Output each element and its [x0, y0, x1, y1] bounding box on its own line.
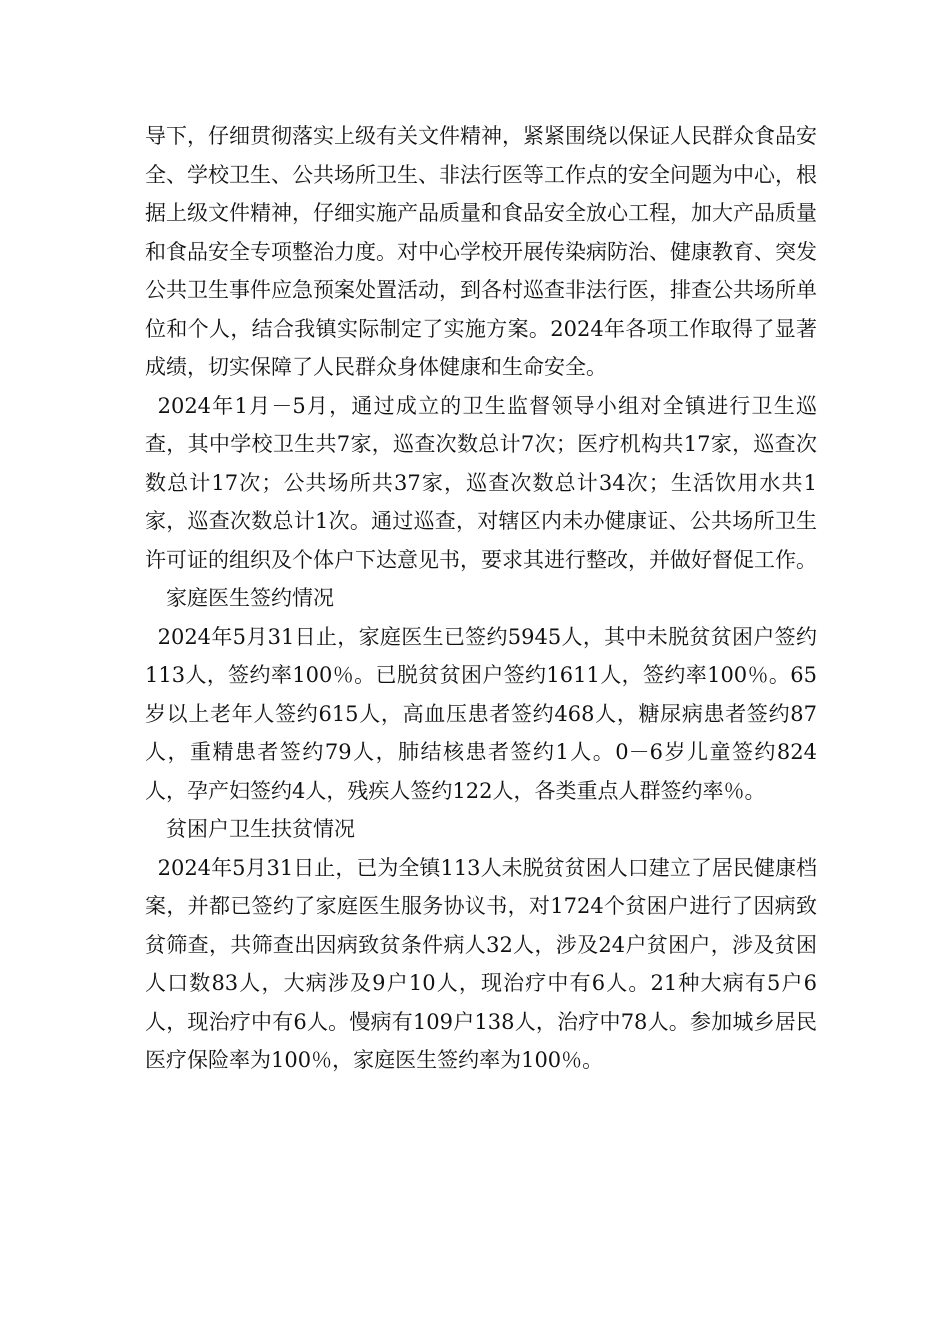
paragraph-intro-continued: 导下，仔细贯彻落实上级有关文件精神，紧紧围绕以保证人民群众食品安全、学校卫生、公共场所卫生、非法行医等工作点的安全问题为中心，根据上级文件精神，仔细实施产品质量和食品安全放心工程，加大产品质量和食品安全专项整治力度。对中心学校开展传染病防治、健康教育、突发公共卫生事件应急预案处置活动，到各村巡查非法行医，排查公共场所单位和个人，结合我镇实际制定了实施方案。2024年各项工作取得了显著成绩，切实保障了人民群众身体健康和生命安全。 [145, 124, 817, 379]
paragraph-poverty-health: 2024年5月31日止，已为全镇113人未脱贫贫困人口建立了居民健康档案，并都已签约了家庭医生服务协议书，对1724个贫困户进行了因病致贫筛查，共筛查出因病致贫条件病人32人，涉及24户贫困户，涉及贫困人口数83人，大病涉及9户10人，现治疗中有6人。21种大病有5户6人，现治疗中有6人。慢病有109户138人，治疗中78人。参加城乡居民医疗保险率为100％，家庭医生签约率为100％。 [145, 855, 817, 1072]
section-heading-family-doctor: 家庭医生签约情况 [166, 586, 334, 610]
paragraph-family-doctor: 2024年5月31日止，家庭医生已签约5945人，其中未脱贫贫困户签约113人，签约率100％。已脱贫贫困户签约1611人，签约率100％。65岁以上老年人签约615人，高血压患者签约468人，糖尿病患者签约87人，重精患者签约79人，肺结核患者签约1人。0－6岁儿童签约824人，孕产妇签约4人，残疾人签约122人，各类重点人群签约率％。 [145, 624, 817, 803]
paragraph-health-inspection: 2024年1月－5月，通过成立的卫生监督领导小组对全镇进行卫生巡查，其中学校卫生共7家，巡查次数总计7次；医疗机构共17家，巡查次数总计17次；公共场所共37家，巡查次数总计34次；生活饮用水共1家，巡查次数总计1次。通过巡查，对辖区内未办健康证、公共场所卫生许可证的组织及个体户下达意见书，要求其进行整改，并做好督促工作。 [145, 393, 817, 572]
section-heading-poverty-health: 贫困户卫生扶贫情况 [166, 817, 355, 841]
document-body [145, 117, 817, 1080]
